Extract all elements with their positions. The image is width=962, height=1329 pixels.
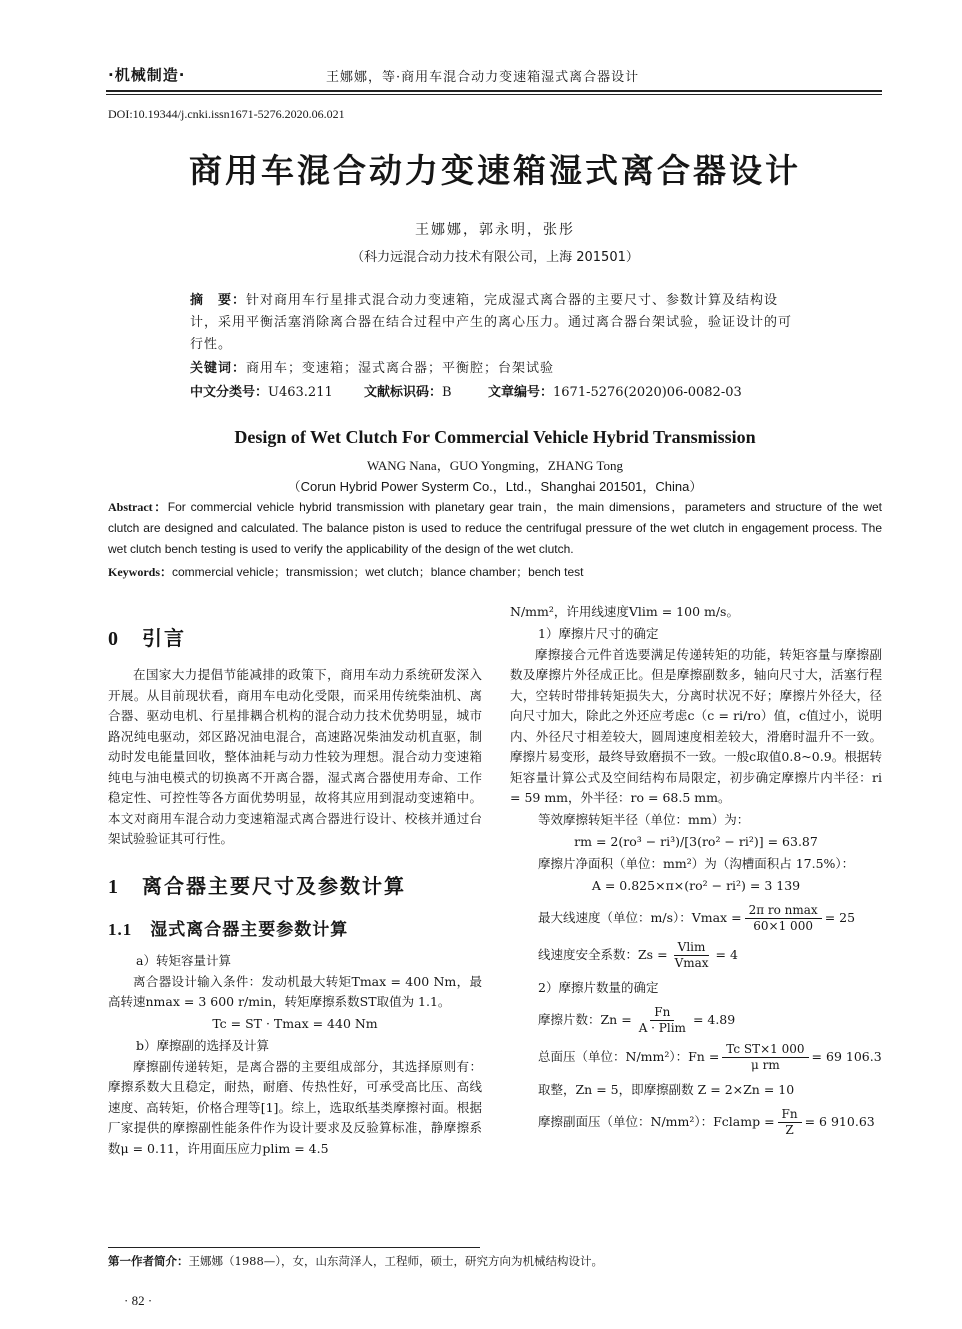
section-1-number: 1: [108, 875, 120, 898]
section-0-number: 0: [108, 628, 120, 650]
area-label: 摩擦片净面积（单位：mm²）为（沟槽面积占 17.5%）：: [538, 855, 855, 871]
vmax-formula: [510, 903, 882, 934]
abstract-en: [108, 497, 882, 560]
classification-line: [190, 381, 810, 400]
vmax-fraction: [745, 903, 822, 934]
zn-formula: [510, 1005, 882, 1036]
doi: DOI:10.19344/j.cnki.issn1671-5276.2020.06.021: [108, 107, 345, 121]
abstract-en-text: For commercial vehicle hybrid transmission with planetary gear train，the main dimensions，parameters and structure of the wet clutch are designed and calculated. The balance piston is used to reduce the centrifugal pressure of the wet clutch in engagement process. The wet clutch bench testing is used to verify the applicability of the design of the wet clutch.: [108, 500, 882, 556]
keywords-en: [108, 563, 584, 580]
keywords-cn-label: 关键词：: [190, 361, 247, 376]
fn-fraction: [722, 1042, 808, 1073]
abstract-en-label: Abstract：: [108, 500, 168, 514]
doc-code-label: 文献标识码：: [364, 385, 443, 400]
torque-formula: Tc = ST · Tmax = 440 Nm: [212, 1015, 378, 1031]
fn-value: = 69 106.3: [811, 1049, 882, 1064]
step-1-label: 1）摩擦片尺寸的确定: [538, 625, 659, 641]
header-rule-thick: [106, 90, 882, 92]
rounding-note: 取整，Zn = 5，即摩擦副数 Z = 2×Zn = 10: [538, 1081, 795, 1097]
fn-label: 总面压（单位：N/mm²）：Fn =: [538, 1049, 720, 1064]
fn-formula: [510, 1042, 882, 1073]
clc-value: U463.211: [268, 385, 333, 400]
section-1-heading: [108, 870, 482, 899]
zs-label: 线速度安全系数：Zs =: [538, 947, 668, 962]
step-2-label: 2）摩擦片数量的确定: [538, 979, 659, 995]
vmax-numerator: 2π ro nmax: [745, 903, 822, 919]
item-a-paragraph: 离合器设计输入条件：发动机最大转矩Tmax = 400 Nm，最高转速nmax = 3 600 r/min，转矩摩擦系数ST取值为 1.1。: [108, 973, 482, 1009]
zs-value: = 4: [715, 947, 738, 962]
abstract-cn-label: 摘 要：: [190, 293, 247, 308]
keywords-cn: [190, 357, 554, 376]
page-title-cn: 商用车混合动力变速箱湿式离合器设计: [189, 151, 801, 190]
fclamp-label: 摩擦副面压（单位：N/mm²）：Fclamp =: [538, 1114, 775, 1129]
keywords-en-text: commercial vehicle；transmission；wet clutch；blance chamber；bench test: [172, 565, 584, 579]
footnote-label: 第一作者简介：: [108, 1254, 189, 1268]
zn-label: 摩擦片数：Zn =: [538, 1012, 632, 1027]
zn-numerator: Fn: [650, 1005, 674, 1021]
fn-denominator: μ rm: [751, 1057, 780, 1072]
clc-label: 中文分类号：: [190, 385, 269, 400]
article-no-value: 1671-5276(2020)06-0082-03: [553, 385, 742, 400]
section-1-1-title: 湿式离合器主要参数计算: [150, 919, 349, 940]
zn-fraction: [635, 1005, 690, 1036]
keywords-cn-text: 商用车；变速箱；湿式离合器；平衡腔；台架试验: [246, 361, 555, 376]
authors-en: WANG Nana，GUO Yongming，ZHANG Tong: [367, 458, 623, 473]
zs-formula: [510, 940, 882, 971]
fclamp-formula: [510, 1107, 882, 1138]
journal-name: ·机械制造·: [108, 66, 186, 84]
footnote-text: 王娜娜（1988—），女，山东菏泽人，工程师，硕士，研究方向为机械结构设计。: [188, 1254, 604, 1268]
doc-code-value: B: [442, 385, 452, 400]
running-title: 王娜娜，等·商用车混合动力变速箱湿式离合器设计: [326, 70, 640, 85]
zs-fraction: [671, 940, 713, 971]
intro-paragraph: 在国家大力提倡节能减排的政策下，商用车动力系统研发深入开展。从目前现状看，商用车电动化受限，而采用传统柴油机、离合器、驱动电机、行星排耦合机构的混合动力技术优势明显，城市路况纯电驱动，郊区路况油电混合，高速路况柴油发动机直驱，制动时发电能量回收，整体油耗与动力性较为理想。混合动力变速箱纯电与油电模式的切换离不开离合器，湿式离合器使用寿命、工作稳定性、可控性等各方面优势明显，故将其应用到混动变速箱中。本文对商用车混合动力变速箱湿式离合器进行设计、校核并通过台架试验验证其可行性。: [108, 667, 482, 846]
header-rule-thin: [106, 94, 882, 95]
right-column: [510, 602, 882, 1144]
article-no-label: 文章编号：: [488, 385, 554, 400]
fclamp-fraction: [778, 1107, 802, 1138]
vmax-label: 最大线速度（单位：m/s）：Vmax =: [538, 910, 742, 925]
fclamp-denominator: Z: [785, 1122, 794, 1137]
continued-text: N/mm²，许用线速度Vlim = 100 m/s。: [510, 604, 739, 619]
fclamp-value: = 6 910.63: [804, 1114, 875, 1129]
item-a-label: a）转矩容量计算: [136, 952, 231, 968]
left-column: [108, 602, 482, 1159]
affiliation-cn: （科力远混合动力技术有限公司，上海 201501）: [351, 250, 639, 265]
rm-label: 等效摩擦转矩半径（单位：mm）为：: [538, 811, 750, 827]
rm-formula: rm = 2(ro³ − ri³)/[3(ro² − ri²)] = 63.87: [574, 833, 818, 849]
zn-value: = 4.89: [692, 1012, 736, 1027]
vmax-denominator: 60×1 000: [753, 918, 813, 933]
section-1-1-heading: [108, 915, 482, 940]
section-1-1-number: 1.1: [108, 919, 133, 939]
affiliation-en: （Corun Hybrid Power Systerm Co.，Ltd.，Shanghai 201501，China）: [287, 479, 703, 494]
keywords-en-label: Keywords：: [108, 565, 172, 579]
section-0-heading: [108, 622, 482, 651]
fn-numerator: Tc ST×1 000: [722, 1042, 808, 1058]
page-title-en: Design of Wet Clutch For Commercial Vehicle Hybrid Transmission: [234, 427, 756, 447]
fclamp-numerator: Fn: [778, 1107, 802, 1123]
zs-numerator: Vlim: [674, 940, 710, 956]
abstract-cn-text: 针对商用车行星排式混合动力变速箱，完成湿式离合器的主要尺寸、参数计算及结构设计，采用平衡活塞消除离合器在结合过程中产生的离心压力。通过离合器台架试验，验证设计的可行性。: [190, 293, 793, 352]
zn-denominator: A · Plim: [638, 1020, 686, 1035]
item-b-label: b）摩擦副的选择及计算: [136, 1037, 270, 1053]
footnote-rule: [108, 1247, 480, 1248]
item-b-paragraph: 摩擦副传递转矩，是离合器的主要组成部分，其选择原则有：摩擦系数大且稳定，耐热，耐磨、传热性好，可承受高比压、高线速度、高转矩，价格合理等[1]。综上，选取纸基类摩擦衬面。根据厂家提供的摩擦副性能条件作为设计要求及反验算标准，静摩擦系数μ = 0.11，许用面压应力plim = 4.5: [108, 1058, 482, 1156]
page-number: · 82 ·: [124, 1293, 153, 1308]
vmax-value: = 25: [824, 910, 856, 925]
section-1-title: 离合器主要尺寸及参数计算: [142, 873, 406, 898]
abstract-cn: [190, 290, 802, 356]
step-1-paragraph: 摩擦接合元件首选要满足传递转矩的功能，转矩容量与摩擦副数及摩擦片外径成正比。但是摩擦副数多，轴向尺寸大，活塞行程大，空转时带排转矩损失大，分离时状况不好；摩擦片外径大，径向尺寸加大，除此之外还应考虑c（c = ri/ro）值，c值过小，说明内、外径尺寸相差较大，圆周速度相差较大，滑磨时温升不一致。摩擦片易变形，最终导致磨损不一致。一般c取值0.8~0.9。根据转矩容量计算公式及空间结构布局限定，初步确定摩擦片内半径：ri = 59 mm，外半径：ro = 68.5 mm。: [510, 646, 882, 805]
area-formula: A = 0.825×π×(ro² − ri²) = 3 139: [591, 877, 801, 893]
author-footnote: [108, 1253, 603, 1269]
zs-denominator: Vmax: [674, 955, 709, 970]
section-0-title: 引言: [142, 626, 186, 650]
authors-cn: 王娜娜，郭永明，张彤: [415, 222, 575, 238]
